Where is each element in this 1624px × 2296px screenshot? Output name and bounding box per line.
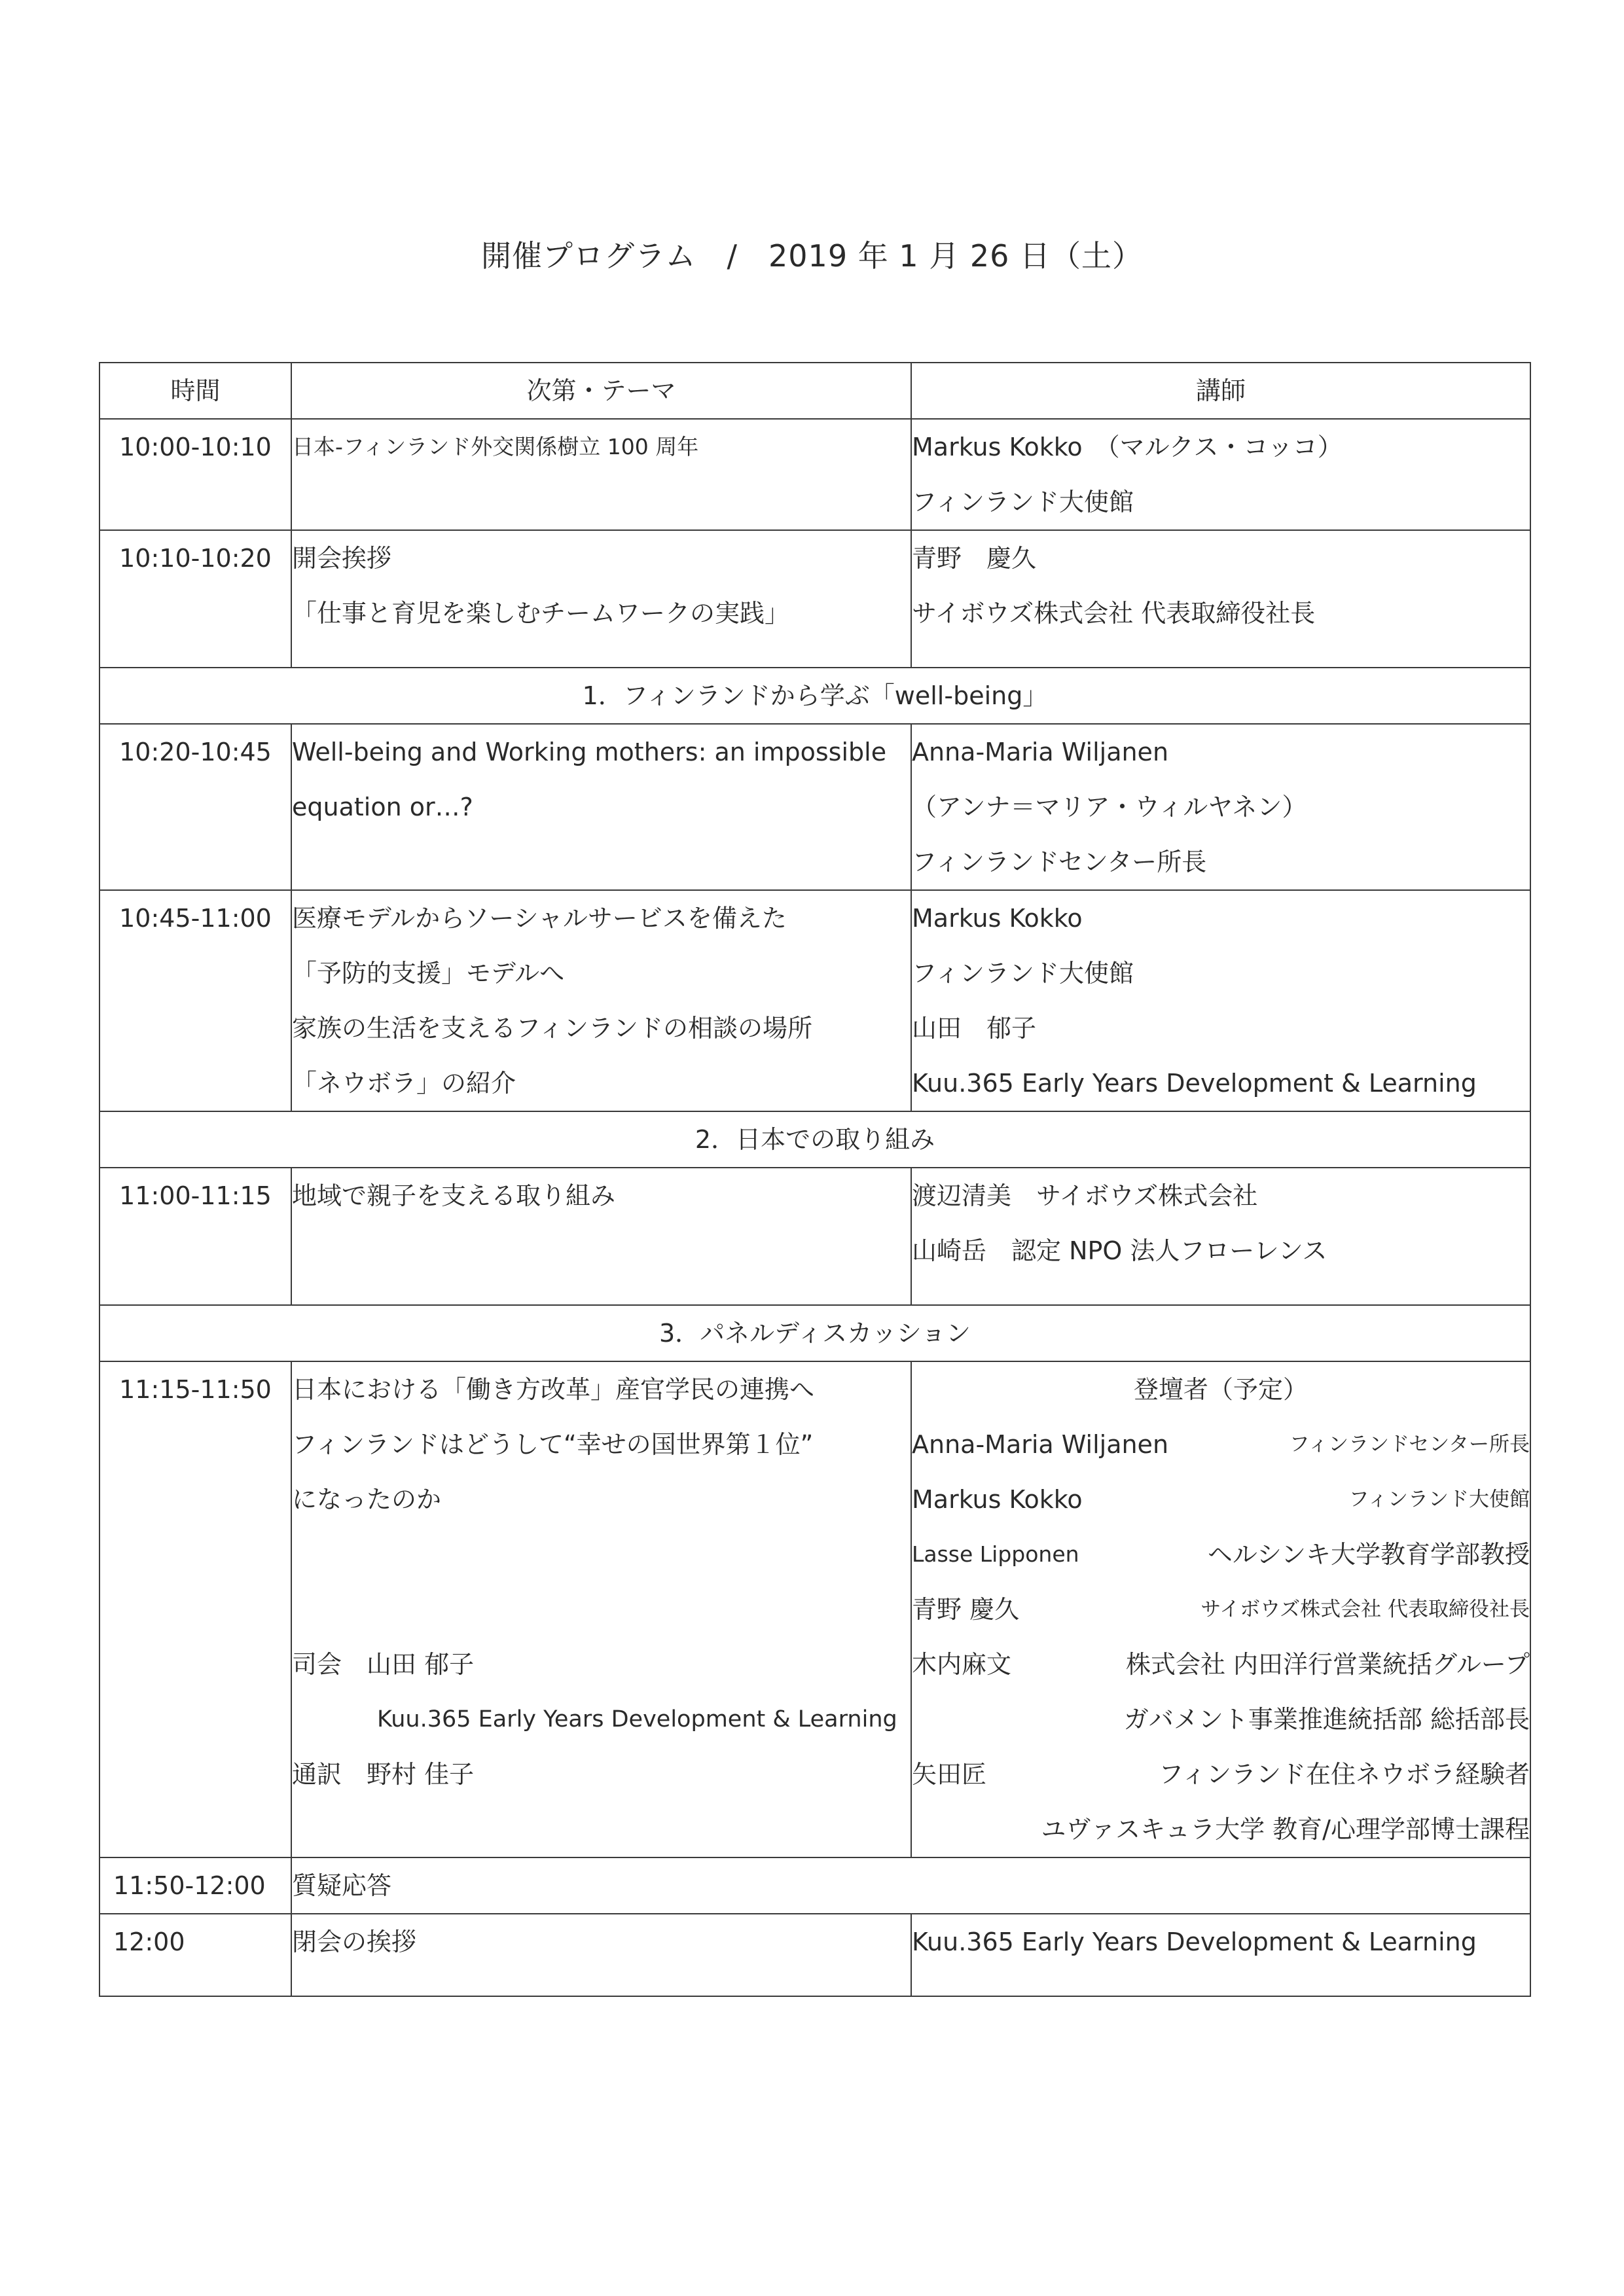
theme-line: 「ネウボラ」の紹介 [292,1069,516,1098]
section-heading: 3．パネルディスカッション [99,1305,1530,1361]
theme-cell [291,419,911,530]
page-title: 開催プログラム / 2019 年 1 月 26 日（土） [480,238,1143,274]
theme-line: 日本-フィンランド外交関係樹立 100 周年 [292,434,699,459]
speaker-line: Anna-Maria Wiljanen [912,738,1169,766]
header-time: 時間 [99,363,291,419]
speaker-line: Markus Kokko （マルクス・コッコ） [912,433,1343,461]
panelist-row [912,1802,1530,1857]
panelist-name: Lasse Lipponen [912,1541,1079,1567]
table-header-row [99,363,1530,419]
panelist-row [912,1417,1530,1472]
theme-line: 質疑応答 [292,1871,392,1900]
theme-line: Well-being and Working mothers: an impossible [292,738,887,766]
theme-line: 閉会の挨拶 [292,1928,417,1956]
panelist-row [912,1582,1530,1637]
theme-line: 日本における「働き方改革」産官学民の連携へ [292,1375,815,1404]
theme-cell [291,1361,911,1857]
panelist-role: ガバメント事業推進統括部 総括部長 [1123,1705,1530,1734]
theme-line: 医療モデルからソーシャルサービスを備えた [292,904,787,933]
time-cell: 12:00 [99,1914,291,1996]
speaker-line: フィンランド大使館 [912,959,1134,988]
section-row [99,1111,1530,1168]
panelist-role: ヘルシンキ大学教育学部教授 [1207,1540,1530,1569]
speaker-cell [911,530,1530,668]
time-cell: 11:15-11:50 [99,1361,291,1857]
speaker-line: Markus Kokko [912,904,1083,933]
theme-line: フィンランドはどうして“幸せの国世界第１位” [292,1430,814,1459]
time-cell: 11:00-11:15 [99,1168,291,1305]
speaker-line: フィンランドセンター所長 [912,848,1207,876]
theme-line: 「仕事と育児を楽しむチームワークの実践」 [292,599,790,628]
theme-line: 地域で親子を支える取り組み [292,1181,616,1210]
speaker-line: Kuu.365 Early Years Development & Learning [912,1069,1477,1098]
speaker-cell [911,1168,1530,1305]
section-row [99,1305,1530,1361]
panelist-name: 矢田匠 [912,1760,987,1789]
header-theme: 次第・テーマ [291,363,911,419]
theme-cell [291,890,911,1111]
table-row [99,724,1530,890]
program-table [99,362,1531,1997]
time-cell: 10:20-10:45 [99,724,291,890]
panelist-row [912,1637,1530,1692]
table-row [99,419,1530,530]
theme-line: になったのか [292,1485,442,1514]
theme-line: 家族の生活を支えるフィンランドの相談の場所 [292,1014,812,1043]
panelist-name: 青野 慶久 [912,1595,1020,1624]
table-row [99,1168,1530,1305]
panelist-role: フィンランドセンター所長 [1289,1433,1530,1456]
theme-cell [291,1168,911,1305]
panel-heading: 登壇者（予定） [1133,1375,1308,1404]
speaker-cell [911,419,1530,530]
theme-cell [291,530,911,668]
time-cell: 11:50-12:00 [99,1857,291,1914]
header-speaker: 講師 [911,363,1530,419]
section-heading: 1．フィンランドから学ぶ「well-being」 [99,668,1530,724]
panelist-role: 株式会社 内田洋行営業統括グループ [1125,1650,1530,1679]
moderator: 司会 山田 郁子 [292,1650,475,1679]
speaker-cell [911,724,1530,890]
table-row [99,1914,1530,1996]
interpreter: 通訳 野村 佳子 [292,1760,475,1789]
speaker-line: 山崎岳 認定 NPO 法人フローレンス [912,1236,1327,1265]
time-cell: 10:45-11:00 [99,890,291,1111]
theme-line: 開会挨拶 [292,544,392,573]
theme-cell [291,1857,1530,1914]
panelist-row [912,1692,1530,1747]
panelist-cell [911,1361,1530,1857]
theme-cell [291,1914,911,1996]
panelist-row [912,1472,1530,1527]
speaker-line: 青野 慶久 [912,544,1037,573]
theme-line: 「予防的支援」モデルへ [292,959,565,988]
moderator-org: Kuu.365 Early Years Development & Learning [377,1706,897,1732]
panelist-role: フィンランド在住ネウボラ経験者 [1159,1760,1530,1789]
panelist-role: サイボウズ株式会社 代表取締役社長 [1200,1598,1530,1621]
section-heading: 2．日本での取り組み [99,1111,1530,1168]
panelist-row [912,1527,1530,1582]
time-cell: 10:00-10:10 [99,419,291,530]
speaker-line: フィンランド大使館 [912,488,1134,516]
section-row [99,668,1530,724]
panelist-name: Markus Kokko [912,1485,1083,1514]
panelist-row [912,1747,1530,1802]
panelist-role: ユヴァスキュラ大学 教育/心理学部博士課程 [1041,1815,1530,1844]
speaker-cell [911,890,1530,1111]
table-row [99,890,1530,1111]
speaker-cell [911,1914,1530,1996]
panelist-name: Anna-Maria Wiljanen [912,1430,1169,1459]
panelist-role: フィンランド大使館 [1348,1488,1530,1511]
table-row [99,1857,1530,1914]
table-row [99,530,1530,668]
speaker-line: 山田 郁子 [912,1014,1037,1043]
speaker-line: 渡辺清美 サイボウズ株式会社 [912,1181,1258,1210]
theme-line: equation or…? [292,793,473,821]
table-row [99,1361,1530,1857]
theme-cell [291,724,911,890]
speaker-line: （アンナ＝マリア・ウィルヤネン） [912,793,1307,821]
panelist-name: 木内麻文 [912,1650,1012,1679]
time-cell: 10:10-10:20 [99,530,291,668]
speaker-line: Kuu.365 Early Years Development & Learning [912,1928,1477,1956]
speaker-line: サイボウズ株式会社 代表取締役社長 [912,599,1316,628]
